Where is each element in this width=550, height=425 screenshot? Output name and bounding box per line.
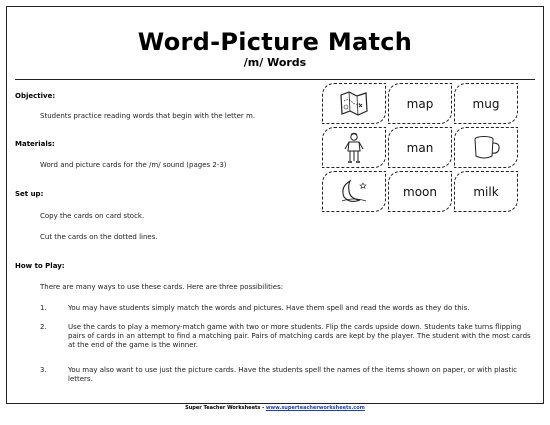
card-word: mug [472, 96, 500, 111]
materials-heading: Materials: [15, 140, 55, 148]
word-card [454, 171, 518, 212]
map-icon [337, 89, 371, 119]
list-item-text: You may have students simply match the words and pictures. Have them spell and read the words as they do this. [68, 304, 470, 312]
footer-website-link[interactable]: www.superteacherworksheets.com [265, 405, 365, 411]
title-divider [15, 79, 535, 80]
card-word: map [406, 96, 434, 111]
word-card [454, 83, 518, 124]
man-icon [343, 132, 365, 164]
word-card [388, 171, 452, 212]
page-title: Word-Picture Match [137, 28, 413, 56]
footer-brand: Super Teacher Worksheets [185, 405, 261, 411]
picture-card-moon [322, 171, 386, 212]
card-word: moon [403, 184, 437, 199]
list-item-text: You may also want to use just the picture cards. Have the students spell the names of the items shown on paper, or with plastic letters. [68, 366, 517, 383]
page-subtitle: /m/ Words [243, 56, 307, 69]
word-card [388, 127, 452, 168]
mug-icon [471, 134, 501, 162]
footer [0, 405, 550, 411]
list-item-number: 2. [40, 323, 47, 331]
card-word: milk [473, 184, 499, 199]
card-word: man [406, 140, 434, 155]
list-item-number: 3. [40, 366, 47, 374]
card-grid [322, 83, 518, 213]
picture-card-man [322, 127, 386, 168]
list-item-number: 1. [40, 304, 47, 312]
setup-line: Copy the cards on card stock. [40, 212, 145, 220]
moon-icon [336, 177, 372, 207]
footer-separator: - [260, 405, 266, 411]
how-to-play-intro: There are many ways to use these cards. Here are three possibilities: [40, 283, 284, 291]
setup-heading: Set up: [15, 190, 44, 198]
word-card [388, 83, 452, 124]
list-item-text: Use the cards to play a memory-match game with two or more students. Flip the cards upside down. Students take turns flipping pairs of cards in an attempt to find a matching pair. Pairs of matching cards are kept by the player. The student with the most cards at the end of the game is the winner. [68, 323, 531, 349]
materials-text: Word and picture cards for the /m/ sound (pages 2-3) [40, 161, 227, 169]
how-to-play-heading: How to Play: [15, 262, 65, 270]
picture-card-map [322, 83, 386, 124]
setup-line: Cut the cards on the dotted lines. [40, 233, 158, 241]
objective-text: Students practice reading words that begin with the letter m. [40, 112, 256, 120]
picture-card-mug [454, 127, 518, 168]
objective-heading: Objective: [15, 92, 56, 100]
